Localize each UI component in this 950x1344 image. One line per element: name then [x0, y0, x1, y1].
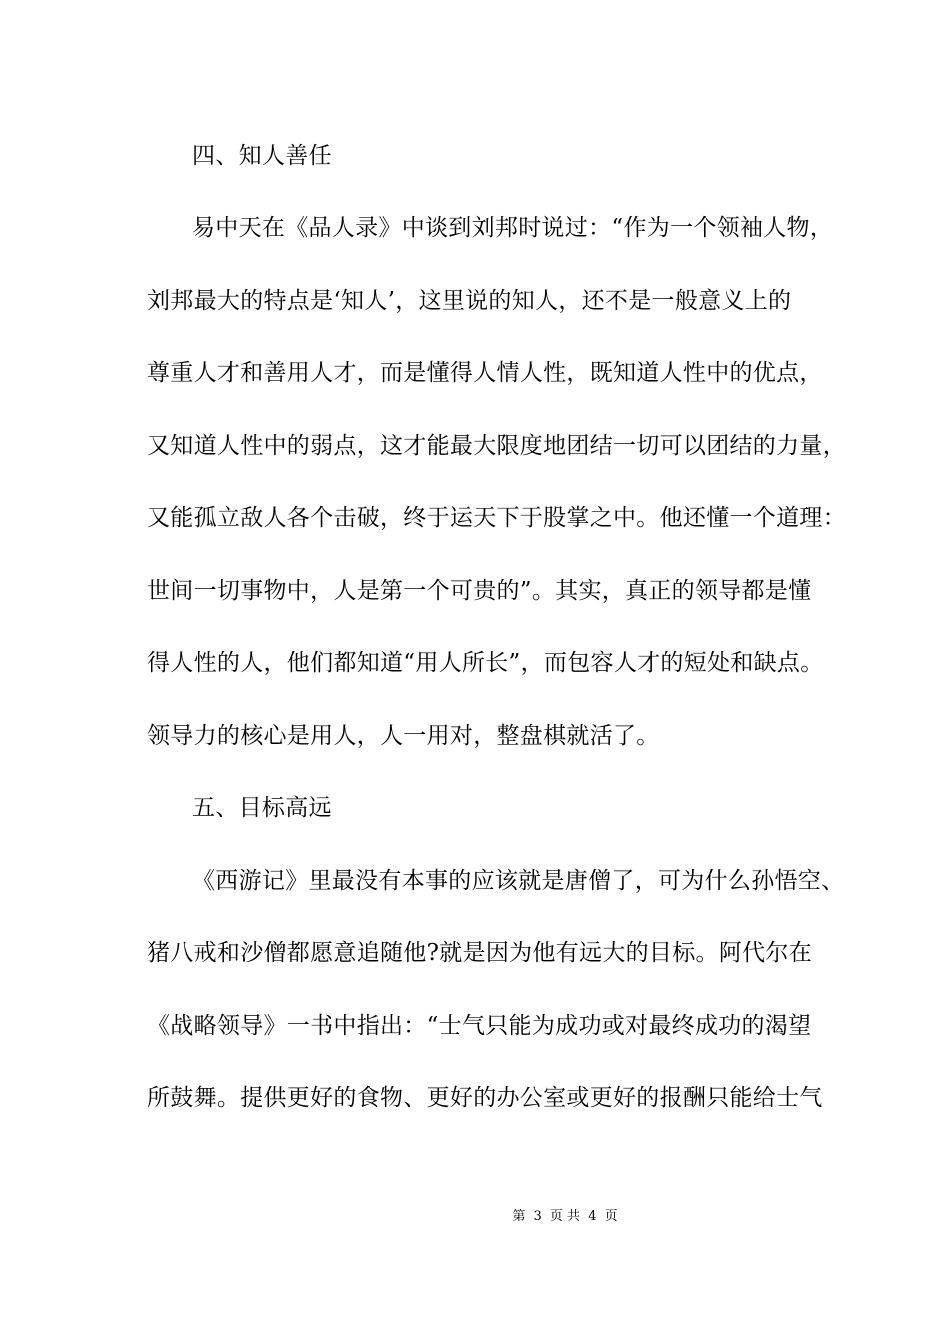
- footer-middle: 页 共: [549, 1209, 581, 1224]
- footer-current-page: 3: [533, 1209, 542, 1224]
- paragraph-line: 领导力的核心是用人，人一用对，整盘棋就活了。: [147, 723, 660, 749]
- paragraph-line: 尊重人才和善用人才，而是懂得人情人性，既知道人性中的优点，: [147, 360, 823, 386]
- paragraph-line: 《西游记》里最没有本事的应该就是唐僧了，可为什么孙悟空、: [192, 868, 845, 894]
- paragraph-line: 猪八戒和沙僧都愿意追随他?就是因为他有远大的目标。阿代尔在: [147, 940, 813, 966]
- paragraph-line: 易中天在《品人录》中谈到刘邦时说过：“作为一个领袖人物，: [192, 215, 834, 241]
- page-footer: [0, 1208, 950, 1226]
- paragraph-line: 刘邦最大的特点是‘知人’，这里说的知人，还不是一般意义上的: [147, 288, 792, 314]
- paragraph-line: 又知道人性中的弱点，这才能最大限度地团结一切可以团结的力量，: [147, 433, 846, 459]
- paragraph-line: 世间一切事物中，人是第一个可贵的”。其实，真正的领导都是懂: [147, 578, 812, 604]
- footer-total-pages: 4: [588, 1209, 597, 1224]
- paragraph-line: 所鼓舞。提供更好的食物、更好的办公室或更好的报酬只能给士气: [147, 1085, 823, 1111]
- section-heading-5: 五、目标高远: [192, 795, 332, 821]
- paragraph-line: 得人性的人，他们都知道“用人所长”，而包容人才的短处和缺点。: [147, 650, 824, 676]
- footer-prefix: 第: [512, 1209, 526, 1224]
- paragraph-line: 又能孤立敌人各个击破，终于运天下于股掌之中。他还懂一个道理：: [147, 505, 846, 531]
- footer-suffix: 页: [604, 1209, 618, 1224]
- section-heading-4: 四、知人善任: [192, 143, 332, 169]
- paragraph-line: 《战略领导》一书中指出：“士气只能为成功或对最终成功的渴望: [147, 1013, 812, 1039]
